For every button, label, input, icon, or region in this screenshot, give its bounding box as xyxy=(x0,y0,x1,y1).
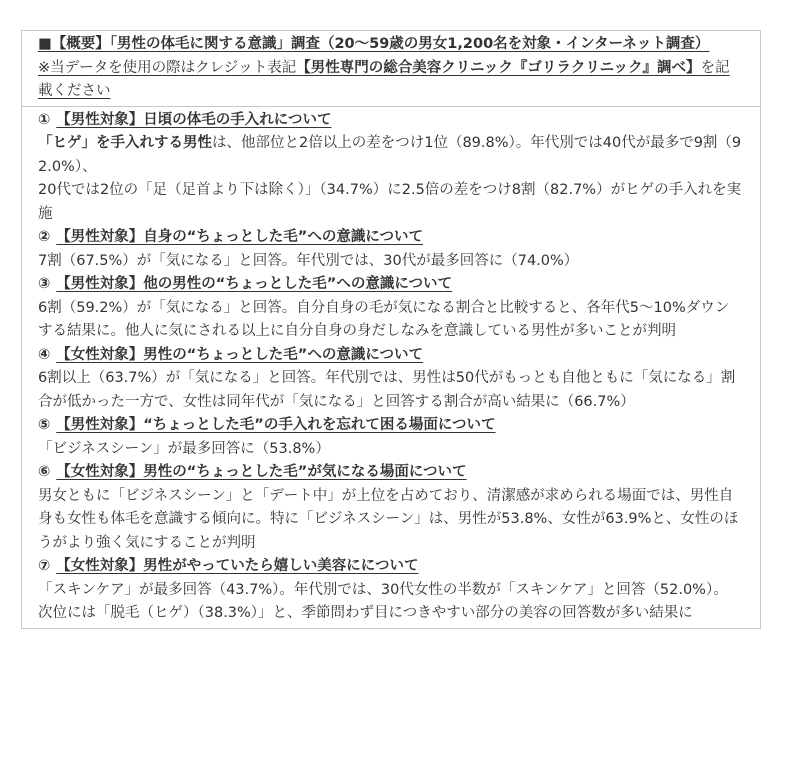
finding-text: 男女ともに「ビジネスシーン」と「デート中」が上位を占めており、清潔感が求められる場面では、男性自身も女性も体毛を意識する傾向に。特に「ビジネスシーン」は、男性が53.8%、女性が63.9%と、女性のほうがより強く気にすることが判明 xyxy=(38,487,739,551)
finding-7 xyxy=(38,555,742,626)
finding-text: 6割以上（63.7%）が「気になる」と回答。年代別では、男性は50代がもっとも自他ともに「気になる」割合が低かった一方で、女性は同年代が「気になる」と回答する割合が高い結果に（66.7%） xyxy=(38,370,736,410)
finding-4 xyxy=(38,344,742,415)
credit-prefix: ※当データを使用の際はクレジット表記 xyxy=(38,59,297,76)
finding-heading: 【女性対象】男性がやっていたら嬉しい美容にについて xyxy=(56,558,419,574)
credit-suffix: を記載ください xyxy=(38,59,730,99)
finding-heading: 【男性対象】“ちょっとした毛”の手入れを忘れて困る場面について xyxy=(56,417,496,433)
finding-2 xyxy=(38,226,742,273)
finding-lead: 「ヒゲ」を手入れする男性 xyxy=(38,135,212,151)
finding-heading: 【女性対象】男性の“ちょっとした毛”が気になる場面について xyxy=(56,464,467,480)
finding-text: 「ビジネスシーン」が最多回答に（53.8%） xyxy=(38,440,330,457)
finding-number: ⑤ xyxy=(38,417,51,433)
finding-5 xyxy=(38,414,742,461)
finding-heading: 【男性対象】日頃の体毛の手入れについて xyxy=(56,111,332,128)
finding-text: 7割（67.5%）が「気になる」と回答。年代別では、30代が最多回答に（74.0%） xyxy=(38,252,579,269)
finding-number: ① xyxy=(38,111,51,128)
finding-number: ③ xyxy=(38,276,51,292)
finding-1 xyxy=(38,109,742,227)
overview-cell xyxy=(22,31,760,106)
credit-source: 【男性専門の総合美容クリニック『ゴリラクリニック』調べ】 xyxy=(296,59,701,76)
finding-number: ② xyxy=(38,229,51,245)
finding-heading: 【男性対象】他の男性の“ちょっとした毛”への意識について xyxy=(56,276,453,292)
finding-number: ④ xyxy=(38,346,51,363)
overview-title: ■【概要】「男性の体毛に関する意識」調査（20〜59歳の男女1,200名を対象・インターネット調査） xyxy=(38,36,710,52)
summary-table xyxy=(21,30,761,629)
finding-text: 6割（59.2%）が「気になる」と回答。自分自身の毛が気になる割合と比較すると、各年代5〜10%ダウンする結果に。他人に気にされる以上に自分自身の身だしなみを意識している男性が多いことが判明 xyxy=(38,299,730,339)
finding-heading: 【女性対象】男性の“ちょっとした毛”への意識について xyxy=(56,346,424,363)
finding-number: ⑦ xyxy=(38,558,51,574)
finding-number: ⑥ xyxy=(38,464,51,480)
finding-3 xyxy=(38,273,742,344)
finding-6 xyxy=(38,461,742,555)
finding-heading: 【男性対象】自身の“ちょっとした毛”への意識について xyxy=(56,229,424,245)
finding-text: 20代では2位の「足（足首より下は除く）」（34.7%）に2.5倍の差をつけ8割（82.7%）がヒゲの手入れを実施 xyxy=(38,182,742,222)
credit-note xyxy=(38,57,742,104)
finding-text: 「スキンケア」が最多回答（43.7%）。年代別では、30代女性の半数が「スキンケア」と回答（52.0%）。次位には「脱毛（ヒゲ）（38.3%）」と、季節問わず目につきやすい部分の美容の回答数が多い結果に xyxy=(38,581,728,621)
finding-text: は、他部位と2倍以上の差をつけ1位（89.8%）。年代別では40代が最多で9割（92.0%）、 xyxy=(38,135,742,175)
findings-cell xyxy=(22,106,760,628)
